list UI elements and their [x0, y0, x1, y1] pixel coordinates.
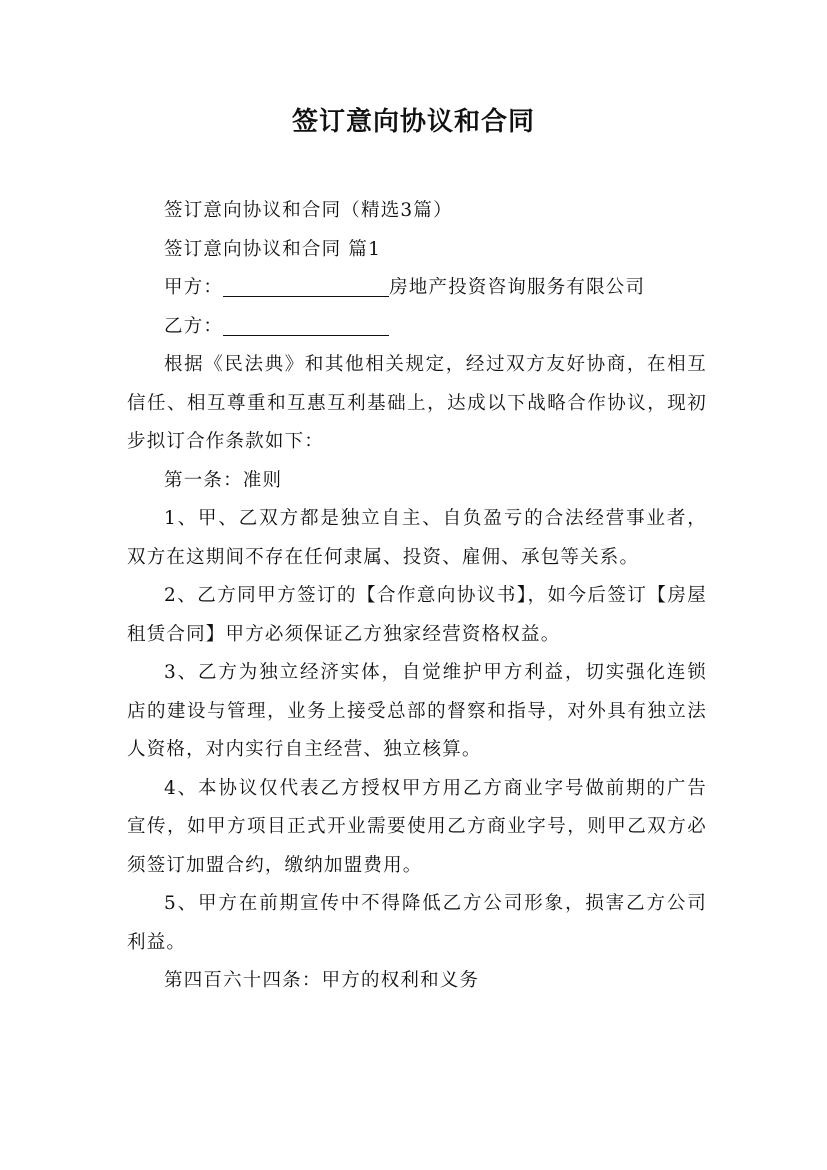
document-title: 签订意向协议和合同	[291, 107, 535, 137]
party-a-label: 甲方：	[164, 277, 224, 298]
party-a-name: 房地产投资咨询服务有限公司	[389, 277, 646, 298]
party-b-line	[127, 308, 707, 347]
party-a-line	[127, 269, 707, 308]
clause-1: 1、甲、乙双方都是独立自主、自负盈亏的合法经营事业者，双方在这期间不存在任何隶属、投资、雇佣、承包等关系。	[127, 508, 707, 568]
clause-2: 2、乙方同甲方签订的【合作意向协议书】，如今后签订【房屋租赁合同】甲方必须保证乙方独家经营资格权益。	[127, 585, 707, 645]
party-b-blank	[223, 313, 389, 336]
part-heading: 签订意向协议和合同 篇1	[164, 238, 382, 260]
article1-heading: 第一条：准则	[164, 469, 283, 491]
clause-5: 5、甲方在前期宣传中不得降低乙方公司形象，损害乙方公司利益。	[127, 893, 707, 953]
intro-paragraph: 根据《民法典》和其他相关规定，经过双方友好协商，在相互信任、相互尊重和互惠互利基础上，达成以下战略合作协议，现初步拟订合作条款如下：	[127, 354, 707, 452]
party-b-label: 乙方：	[164, 315, 224, 337]
clause-4: 4、本协议仅代表乙方授权甲方用乙方商业字号做前期的广告宣传，如甲方项目正式开业需要使用乙方商业字号，则甲乙双方必须签订加盟合约，缴纳加盟费用。	[127, 777, 707, 876]
document-subtitle: 签订意向协议和合同（精选3篇）	[164, 200, 453, 221]
document-body	[127, 192, 707, 1001]
article2-heading: 第四百六十四条：甲方的权利和义务	[164, 970, 480, 991]
clause-3: 3、乙方为独立经济实体，自觉维护甲方利益，切实强化连锁店的建设与管理，业务上接受总部的督察和指导，对外具有独立法人资格，对内实行自主经营、独立核算。	[127, 662, 707, 760]
party-a-blank	[223, 274, 389, 297]
